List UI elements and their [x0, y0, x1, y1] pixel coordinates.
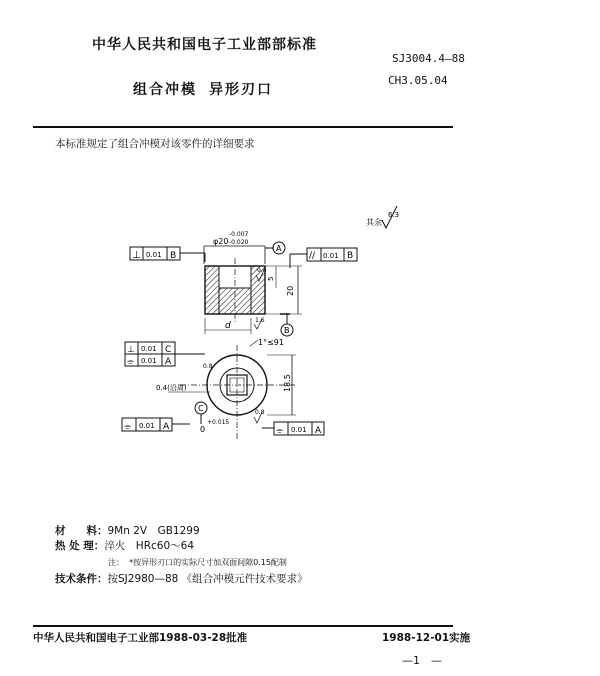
svg-text:0.01: 0.01 — [323, 252, 339, 260]
roughness-note: 0.4(沿周) — [156, 384, 187, 392]
fcf-perpendicular-b — [130, 247, 180, 261]
page-number: —1 — — [402, 654, 442, 667]
svg-text:6.3: 6.3 — [388, 211, 400, 219]
tech-conditions-label: 技术条件： — [55, 573, 108, 585]
datum-c-marker — [195, 402, 207, 424]
catalog-number: CH3.05.04 — [388, 74, 448, 87]
svg-text:0.01: 0.01 — [139, 422, 155, 430]
roughness-08-b: 0.8 — [255, 409, 265, 416]
document-title: 组合冲模 — [133, 82, 197, 98]
svg-text:0.01: 0.01 — [291, 426, 307, 434]
standard-number: SJ3004.4—88 — [392, 52, 465, 65]
fcf-perpendicular-c — [125, 342, 175, 355]
zero-tolerance: 0 — [200, 425, 206, 434]
scope-statement: 本标准规定了组合冲模对该零件的详细要求 — [55, 138, 255, 150]
svg-text:B: B — [284, 326, 290, 335]
svg-text:⊥: ⊥ — [132, 250, 141, 261]
svg-text:⌯: ⌯ — [124, 422, 132, 432]
svg-text:A: A — [315, 426, 322, 436]
angle-label: 1°≤91 — [258, 338, 284, 347]
height-5: 5 — [267, 276, 275, 281]
datum-a-marker — [265, 242, 285, 254]
svg-text:C: C — [198, 404, 204, 413]
svg-text:A: A — [276, 244, 282, 253]
note-label: 注： — [108, 558, 124, 567]
datum-b-marker — [280, 314, 293, 336]
svg-text:⌯: ⌯ — [276, 426, 284, 436]
roughness-16: 1.6 — [255, 317, 265, 324]
dim-d: d — [225, 321, 231, 331]
roughness-04: 0.4 — [257, 267, 267, 274]
heat-treatment-label: 热 处 理： — [55, 540, 105, 552]
effective-date: 1988-12-01实施 — [382, 632, 471, 644]
svg-text:⌯: ⌯ — [127, 357, 135, 367]
heat-treatment-value: 淬火 HRc60～64 — [104, 540, 194, 552]
approval-date: 中华人民共和国电子工业部1988-03-28批准 — [33, 632, 248, 644]
document-subtitle: 异形刃口 — [209, 82, 273, 98]
roughness-08: 0.8 — [203, 363, 213, 370]
svg-text:其余: 其余 — [366, 218, 382, 227]
svg-text:0.01: 0.01 — [141, 345, 157, 353]
diameter-tol-upper: -0.007 — [229, 231, 249, 238]
svg-text:⊥: ⊥ — [127, 345, 135, 355]
fcf-symmetry-a-1 — [125, 354, 175, 367]
fcf-symmetry-a-2 — [122, 418, 172, 432]
height-20: 20 — [286, 285, 295, 296]
footer-divider — [33, 625, 453, 627]
issuing-organization: 中华人民共和国电子工业部部标准 — [92, 37, 317, 53]
tech-conditions-row — [55, 567, 308, 586]
dim-18-5: 18.5 — [283, 374, 292, 392]
diameter-label: φ20 — [213, 237, 229, 246]
note-value: *按异形刃口的实际尺寸加双面间隙0.15配制 — [129, 558, 287, 567]
svg-text:A: A — [165, 357, 172, 367]
fcf-symmetry-a-3 — [274, 422, 324, 436]
svg-text:0.01: 0.01 — [146, 251, 162, 259]
tech-conditions-value: 按SJ2980—88 《组合冲模元件技术要求》 — [107, 573, 308, 585]
svg-text:B: B — [170, 251, 177, 261]
svg-text:C: C — [165, 345, 172, 355]
svg-text://: // — [309, 251, 316, 261]
svg-text:B: B — [347, 251, 354, 261]
material-label: 材 料： — [55, 525, 108, 537]
diameter-tol-lower: -0.020 — [229, 239, 249, 246]
material-value: 9Mn 2V GB1299 — [107, 525, 200, 537]
zero-tolerance-upper: +0.015 — [207, 419, 230, 426]
svg-text:0.01: 0.01 — [141, 357, 157, 365]
fcf-parallel-b — [307, 248, 357, 261]
section-view — [205, 258, 265, 322]
roughness-symbol — [366, 206, 399, 228]
svg-text:A: A — [163, 422, 170, 432]
